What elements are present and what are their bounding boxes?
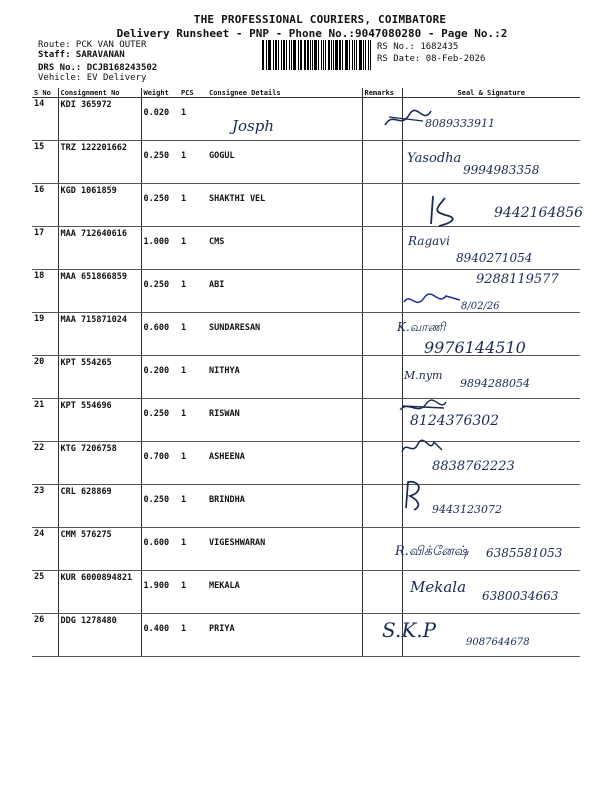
sno-cell-text: 25: [34, 572, 45, 582]
barcode-bar: [325, 40, 326, 70]
weight-cell-text: 0.250: [143, 151, 170, 161]
pcs-cell-text: 1: [181, 108, 187, 118]
remarks-cell: [362, 399, 402, 442]
weight-cell: [141, 485, 179, 528]
pcs-cell-text: 1: [181, 581, 187, 591]
pcs-cell-text: 1: [181, 151, 187, 161]
handwritten-sig-row19: K.வாணி: [397, 320, 446, 334]
pcs-cell-text: 1: [181, 538, 187, 548]
handwritten-phone-row17: 8940271054: [456, 251, 533, 265]
sno-cell-text: 20: [34, 357, 45, 367]
barcode-bar: [291, 40, 293, 70]
sno-cell: [32, 528, 58, 571]
pcs-cell-text: 1: [181, 366, 187, 376]
handwritten-sig-row25: Mekala: [410, 578, 467, 596]
handwritten-sig-row26: S.K.P: [382, 618, 437, 642]
consignee-cell-text: MEKALA: [209, 581, 240, 591]
weight-cell: [141, 442, 179, 485]
consignee-cell: [207, 313, 362, 356]
sno-cell: [32, 184, 58, 227]
weight-cell-text: 0.250: [143, 280, 170, 290]
consignee-cell: [207, 141, 362, 184]
consignment-cell-text: KPT 554696: [60, 401, 112, 411]
col-header-consignee: Consignee Details: [207, 88, 362, 98]
pcs-cell-text: 1: [181, 323, 187, 333]
barcode-bar: [275, 40, 278, 70]
consignment-cell: [58, 227, 141, 270]
consignment-cell: [58, 313, 141, 356]
consignment-cell-text: CRL 628869: [60, 487, 112, 497]
rs-date: RS Date: 08-Feb-2026: [377, 54, 486, 64]
consignee-cell: [207, 356, 362, 399]
runsheet-subtitle: Delivery Runsheet - PNP - Phone No.:9047080280 - Page No.:2: [116, 27, 508, 40]
consignment-cell-text: MAA 651866859: [60, 272, 128, 282]
sno-cell: [32, 141, 58, 184]
sno-cell-text: 14: [34, 99, 45, 109]
consignment-cell-text: DDG 1278480: [60, 616, 117, 626]
handwritten-name-row14: Josph: [232, 117, 275, 135]
signature-scribble-row22: [400, 438, 444, 458]
pcs-cell-text: 1: [181, 495, 187, 505]
barcode-bar: [262, 40, 264, 70]
consignment-cell-text: TRZ 122201662: [60, 143, 128, 153]
consignee-cell-text: BRINDHA: [209, 495, 245, 505]
pcs-cell-text: 1: [181, 237, 187, 247]
sno-cell-text: 15: [34, 142, 45, 152]
consignment-cell-text: KPT 554265: [60, 358, 112, 368]
barcode-bar: [286, 40, 287, 70]
barcode: [262, 40, 372, 70]
weight-cell: [141, 184, 179, 227]
barcode-bar: [368, 40, 369, 70]
drs-label: DRS No.: DCJB168243502: [38, 63, 158, 73]
sno-cell: [32, 227, 58, 270]
pcs-cell: [179, 141, 207, 184]
barcode-bar: [328, 40, 330, 70]
consignee-cell: [207, 227, 362, 270]
handwritten-phone-row24: 6385581053: [486, 546, 563, 560]
weight-cell-text: 1.900: [143, 581, 170, 591]
table-row: [32, 614, 580, 657]
handwritten-sig-row15: Yasodha: [407, 151, 462, 166]
remarks-cell: [362, 141, 402, 184]
barcode-bar: [301, 40, 302, 70]
barcode-bar: [281, 40, 282, 70]
weight-cell: [141, 227, 179, 270]
consignment-cell: [58, 141, 141, 184]
consignment-cell: [58, 442, 141, 485]
weight-cell: [141, 614, 179, 657]
handwritten-sig-row24: R.விக்னேஷ்: [395, 544, 469, 559]
sno-cell: [32, 485, 58, 528]
consignee-cell: [207, 98, 362, 141]
handwritten-phone-row21: 8124376302: [410, 413, 500, 429]
weight-cell: [141, 399, 179, 442]
barcode-bar: [298, 40, 299, 70]
barcode-bar: [335, 40, 338, 70]
consignee-cell-text: SUNDARESAN: [209, 323, 261, 333]
consignment-cell-text: KUR 6000894821: [60, 573, 133, 583]
sno-cell: [32, 614, 58, 657]
consignment-cell: [58, 399, 141, 442]
pcs-cell-text: 1: [181, 409, 187, 419]
barcode-bar: [300, 40, 301, 70]
handwritten-phone-row20: 9894288054: [460, 377, 530, 390]
sno-cell-text: 17: [34, 228, 45, 238]
sno-cell-text: 26: [34, 615, 45, 625]
sno-cell: [32, 442, 58, 485]
barcode-bar: [333, 40, 334, 70]
consignment-cell-text: KGD 1061859: [60, 186, 117, 196]
barcode-bar: [283, 40, 285, 70]
consignee-cell-text: SHAKTHI VEL: [209, 194, 266, 204]
consignment-cell: [58, 184, 141, 227]
barcode-bar: [310, 40, 311, 70]
pcs-cell: [179, 184, 207, 227]
sno-cell-text: 22: [34, 443, 45, 453]
consignee-cell-text: GOGUL: [209, 151, 235, 161]
consignee-cell-text: VIGESHWARAN: [209, 538, 266, 548]
handwritten-phone-row15: 9994983358: [463, 163, 540, 177]
consignment-cell: [58, 356, 141, 399]
consignee-cell: [207, 614, 362, 657]
handwritten-phone-row23: 9443123072: [432, 503, 502, 516]
pcs-cell: [179, 399, 207, 442]
pcs-cell: [179, 313, 207, 356]
barcode-bar: [273, 40, 274, 70]
consignee-cell-text: RISWAN: [209, 409, 240, 419]
consignment-cell-text: MAA 715871024: [60, 315, 128, 325]
handwritten-phone-row26: 9087644678: [466, 637, 530, 648]
barcode-bar: [349, 40, 350, 70]
col-header-weight: Weight: [141, 88, 179, 98]
col-header-signature: Seal & Signature: [402, 88, 580, 98]
weight-cell-text: 0.400: [143, 624, 170, 634]
sno-cell: [32, 270, 58, 313]
pcs-cell: [179, 442, 207, 485]
weight-cell: [141, 270, 179, 313]
barcode-bar: [331, 40, 332, 70]
pcs-cell: [179, 227, 207, 270]
barcode-bar: [266, 40, 267, 70]
consignment-cell: [58, 571, 141, 614]
sno-cell: [32, 399, 58, 442]
handwritten-phone-row14: 8089333911: [425, 117, 495, 130]
consignee-cell: [207, 399, 362, 442]
weight-cell: [141, 356, 179, 399]
col-header-consignment: Consignment No: [58, 88, 141, 98]
route-label: Route: PCK VAN OUTER: [38, 40, 147, 50]
handwritten-date-row18: 8/02/26: [461, 301, 500, 312]
barcode-bar: [345, 40, 346, 70]
consignee-cell: [207, 528, 362, 571]
consignment-cell: [58, 528, 141, 571]
consignee-cell-text: NITHYA: [209, 366, 240, 376]
handwritten-phone-row22: 8838762223: [432, 459, 515, 474]
remarks-cell: [362, 485, 402, 528]
barcode-bar: [304, 40, 306, 70]
barcode-bar: [339, 40, 341, 70]
signature-scribble-row23: [400, 478, 430, 512]
consignment-cell: [58, 270, 141, 313]
pcs-cell-text: 1: [181, 452, 187, 462]
weight-cell: [141, 571, 179, 614]
remarks-cell: [362, 442, 402, 485]
barcode-bar: [269, 40, 271, 70]
weight-cell-text: 0.020: [143, 108, 170, 118]
consignment-cell: [58, 614, 141, 657]
col-header-pcs: PCS: [179, 88, 207, 98]
weight-cell: [141, 141, 179, 184]
barcode-bar: [370, 40, 371, 70]
pcs-cell: [179, 270, 207, 313]
rs-number: RS No.: 1682435: [377, 42, 459, 52]
barcode-bar: [307, 40, 309, 70]
handwritten-sig-row20: M.nym: [404, 369, 443, 382]
handwritten-phone-row25: 6380034663: [482, 589, 559, 603]
weight-cell-text: 0.250: [143, 495, 170, 505]
sno-cell-text: 19: [34, 314, 45, 324]
remarks-cell: [362, 227, 402, 270]
signature-scribble-row18: [402, 290, 462, 312]
sno-cell: [32, 98, 58, 141]
sno-cell-text: 16: [34, 185, 45, 195]
remarks-cell: [362, 356, 402, 399]
pcs-cell: [179, 356, 207, 399]
pcs-cell-text: 1: [181, 280, 187, 290]
barcode-bar: [359, 40, 362, 70]
sno-cell-text: 18: [34, 271, 45, 281]
weight-cell-text: 1.000: [143, 237, 170, 247]
weight-cell: [141, 313, 179, 356]
weight-cell-text: 0.600: [143, 323, 170, 333]
barcode-bar: [342, 40, 343, 70]
weight-cell-text: 0.200: [143, 366, 170, 376]
pcs-cell: [179, 614, 207, 657]
consignee-cell: [207, 485, 362, 528]
consignee-cell-text: PRIYA: [209, 624, 235, 634]
pcs-cell: [179, 485, 207, 528]
barcode-bar: [363, 40, 364, 70]
barcode-bar: [312, 40, 313, 70]
barcode-bar: [346, 40, 348, 70]
barcode-bar: [289, 40, 290, 70]
weight-cell: [141, 98, 179, 141]
weight-cell-text: 0.700: [143, 452, 170, 462]
consignment-cell: [58, 98, 141, 141]
consignment-cell-text: MAA 712640616: [60, 229, 128, 239]
barcode-bar: [321, 40, 323, 70]
pcs-cell: [179, 571, 207, 614]
handwritten-phone-row17b: 9288119577: [476, 272, 559, 287]
handwritten-phone-row16: 9442164856: [494, 205, 584, 221]
pcs-cell-text: 1: [181, 624, 187, 634]
barcode-bar: [365, 40, 367, 70]
sno-cell-text: 21: [34, 400, 45, 410]
barcode-bar: [293, 40, 296, 70]
barcode-bar: [314, 40, 317, 70]
barcode-bar: [278, 40, 279, 70]
weight-cell-text: 0.250: [143, 194, 170, 204]
consignee-cell-text: ABI: [209, 280, 225, 290]
consignee-cell-text: CMS: [209, 237, 225, 247]
col-header-sno: S No: [32, 88, 58, 98]
remarks-cell: [362, 184, 402, 227]
table-row: [32, 141, 580, 184]
sno-cell: [32, 571, 58, 614]
remarks-cell: [362, 270, 402, 313]
sno-cell: [32, 356, 58, 399]
pcs-cell: [179, 528, 207, 571]
barcode-bar: [356, 40, 357, 70]
handwritten-sig-row17: Ragavi: [408, 234, 450, 248]
sno-cell: [32, 313, 58, 356]
vehicle-label: Vehicle: EV Delivery: [38, 73, 147, 83]
barcode-bar: [354, 40, 356, 70]
staff-label: Staff: SARAVANAN: [38, 50, 125, 60]
sno-cell-text: 23: [34, 486, 45, 496]
barcode-bar: [318, 40, 319, 70]
consignment-cell-text: KDI 365972: [60, 100, 112, 110]
consignee-cell: [207, 442, 362, 485]
consignment-cell: [58, 485, 141, 528]
consignee-cell: [207, 184, 362, 227]
barcode-bar: [268, 40, 269, 70]
weight-cell: [141, 528, 179, 571]
table-header-row: [32, 88, 580, 98]
col-header-remarks: Remarks: [362, 88, 402, 98]
consignment-cell-text: CMM 576275: [60, 530, 112, 540]
remarks-cell: [362, 313, 402, 356]
consignment-cell-text: KTG 7206758: [60, 444, 117, 454]
pcs-cell: [179, 98, 207, 141]
company-title: THE PROFESSIONAL COURIERS, COIMBATORE: [193, 13, 447, 26]
handwritten-phone-row19: 9976144510: [424, 338, 526, 357]
barcode-bar: [323, 40, 324, 70]
weight-cell-text: 0.600: [143, 538, 170, 548]
table-row: [32, 98, 580, 141]
signature-scribble-row16: [425, 192, 465, 228]
weight-cell-text: 0.250: [143, 409, 170, 419]
consignee-cell-text: ASHEENA: [209, 452, 245, 462]
pcs-cell-text: 1: [181, 194, 187, 204]
barcode-bar: [352, 40, 353, 70]
sno-cell-text: 24: [34, 529, 45, 539]
remarks-cell: [362, 571, 402, 614]
consignee-cell: [207, 270, 362, 313]
consignee-cell: [207, 571, 362, 614]
